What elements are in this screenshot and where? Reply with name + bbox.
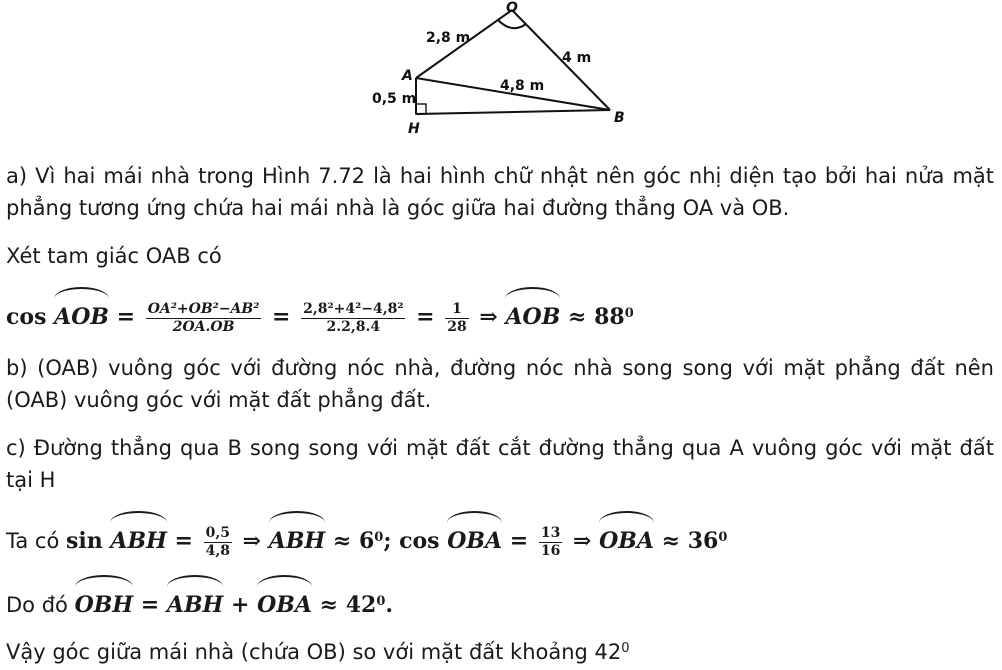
fraction-3-num: 1 [445,301,468,319]
label-A: A [402,68,413,84]
result-aob: 88 [594,304,625,330]
length-AB: 4,8 m [500,78,545,94]
angle-aob: AOB [54,290,109,339]
fraction-1-num: OA²+OB²−AB² [147,300,260,317]
angle-abh: ABH [110,514,166,563]
segment-OB [512,10,610,110]
segment-HB [416,110,610,114]
label-H: H [408,121,420,137]
degree-obh: 0 [376,594,386,609]
angle-oba-2: OBA [599,514,654,563]
angle-aob-2: AOB [505,290,560,339]
formula3-prefix: Do đó [6,593,68,617]
degree-aob: 0 [624,306,634,321]
paragraph-xet: Xét tam giác OAB có [6,244,222,268]
paragraph-a: a) Vì hai mái nhà trong Hình 7.72 là hai hình chữ nhật nên góc nhị diện tạo bởi hai nửa mặt phẳng tương ứng chứa hai mái nhà là góc giữa hai đường thẳng OA và OB. [6,164,994,220]
fraction-1-den: 2OA.OB [172,318,235,335]
length-OA: 2,8 m [426,30,471,46]
formula-cos-aob: cos AOB = $\frac{\text{OA²+OB²−AB²}}{2OA.OB}$ = $\frac{\text{2,8²+4²−4,8²}}{2.2,8.4}$ = $\frac{1}{28}$ ⇒ AOB ≈ $88^0$ [6,290,994,339]
fraction-sin [204,525,232,560]
fraction-sin-den: 4,8 [205,542,230,559]
fraction-cos [539,525,562,560]
paragraph-b: b) (OAB) vuông góc với đường nóc nhà, đường nóc nhà song song với mặt phẳng đất nên (OAB) vuông góc với mặt đất phẳng đất. [6,356,994,412]
cos-label-2: cos [399,528,440,554]
result-abh: 6 [358,528,375,554]
angle-obh: OBH [75,578,134,627]
fraction-cos-den: 16 [540,542,561,559]
angle-abh-2: ABH [269,514,325,563]
fraction-1 [146,301,262,336]
fraction-3-den: 28 [447,318,467,335]
fraction-2 [301,301,405,336]
triangle-figure [360,0,650,140]
fraction-cos-num: 13 [540,524,561,541]
angle-oba-3: OBA [257,578,312,627]
fraction-3 [445,301,468,336]
fraction-sin-num: 0,5 [205,524,230,541]
formula-sum: Do đó OBH = ABH + OBA ≈ $42^0$. [6,578,994,627]
cos-label: cos [6,304,47,330]
formula-sin-cos: Ta có sin ABH = $\frac{0,5}{4,8}$ ⇒ ABH ≈ $6^0$; cos OBA = $\frac{13}{16}$ ⇒ OBA ≈ $36^0$ [6,514,994,563]
angle-oba: OBA [447,514,502,563]
result-oba: 36 [687,528,719,554]
length-OB: 4 m [562,50,592,66]
fraction-2-num: 2,8²+4²−4,8² [303,300,404,317]
paragraph-c: c) Đường thẳng qua B song song với mặt đất cắt đường thẳng qua A vuông góc với mặt đất tại H [6,436,994,492]
angle-abh-3: ABH [167,578,223,627]
right-angle-mark [416,104,426,114]
degree-abh: 0 [374,530,384,545]
formula2-prefix: Ta có [6,529,60,553]
conclusion-text: Vậy góc giữa mái nhà (chứa OB) so với mặt đất khoảng 42 [6,640,622,664]
degree-oba: 0 [718,530,728,545]
result-obh: 42 [345,592,377,618]
fraction-2-den: 2.2,8.4 [326,318,381,335]
sin-label: sin [65,528,103,554]
conclusion-degree: 0 [621,641,630,656]
paragraph-conclusion [6,636,994,668]
label-B: B [614,110,625,126]
length-AH: 0,5 m [372,91,417,107]
label-O: O [506,0,518,16]
